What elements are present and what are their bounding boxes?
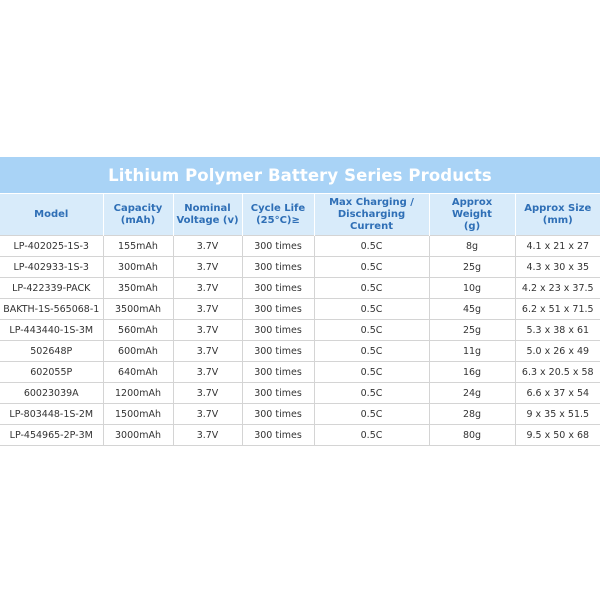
header-approx-weight-line: Approx Weight (451, 196, 493, 220)
cell-max-current: 0.5C (314, 383, 429, 404)
cell-max-current: 0.5C (314, 404, 429, 425)
cell-approx-weight: 10g (429, 278, 515, 299)
cell-approx-size: 9.5 x 50 x 68 (515, 425, 600, 446)
cell-capacity: 350mAh (103, 278, 173, 299)
cell-capacity: 1200mAh (103, 383, 173, 404)
header-cycle-life-line: Cycle Life (250, 202, 306, 214)
cell-approx-size: 4.1 x 21 x 27 (515, 236, 600, 257)
cell-nominal-voltage: 3.7V (173, 320, 242, 341)
cell-cycle-life: 300 times (242, 362, 314, 383)
header-row (0, 194, 600, 236)
cell-cycle-life: 300 times (242, 236, 314, 257)
cell-max-current: 0.5C (314, 299, 429, 320)
cell-capacity: 560mAh (103, 320, 173, 341)
cell-approx-weight: 8g (429, 236, 515, 257)
header-approx-weight (429, 194, 515, 236)
cell-approx-size: 5.3 x 38 x 61 (515, 320, 600, 341)
cell-nominal-voltage: 3.7V (173, 278, 242, 299)
cell-capacity: 3500mAh (103, 299, 173, 320)
cell-capacity: 600mAh (103, 341, 173, 362)
cell-model: LP-454965-2P-3M (0, 425, 103, 446)
cell-capacity: 155mAh (103, 236, 173, 257)
cell-max-current: 0.5C (314, 236, 429, 257)
header-approx-size (515, 194, 600, 236)
header-max-current-line: Max Charging / (329, 196, 414, 208)
cell-cycle-life: 300 times (242, 341, 314, 362)
cell-max-current: 0.5C (314, 362, 429, 383)
cell-model: 502648P (0, 341, 103, 362)
cell-approx-size: 6.3 x 20.5 x 58 (515, 362, 600, 383)
cell-approx-size: 9 x 35 x 51.5 (515, 404, 600, 425)
table-row (0, 425, 600, 446)
table-body (0, 236, 600, 446)
cell-capacity: 3000mAh (103, 425, 173, 446)
cell-capacity: 640mAh (103, 362, 173, 383)
table-row (0, 299, 600, 320)
cell-max-current: 0.5C (314, 320, 429, 341)
header-capacity (103, 194, 173, 236)
cell-max-current: 0.5C (314, 278, 429, 299)
cell-approx-weight: 25g (429, 320, 515, 341)
header-approx-weight-line: (g) (463, 220, 481, 232)
product-table (0, 193, 600, 446)
header-cycle-life (242, 194, 314, 236)
header-nominal-voltage-line: Voltage (v) (176, 214, 239, 226)
header-max-current-line: Discharging Current (337, 208, 406, 232)
cell-model: 60023039A (0, 383, 103, 404)
cell-approx-size: 6.2 x 51 x 71.5 (515, 299, 600, 320)
cell-approx-weight: 24g (429, 383, 515, 404)
cell-nominal-voltage: 3.7V (173, 383, 242, 404)
cell-model: LP-443440-1S-3M (0, 320, 103, 341)
cell-approx-weight: 80g (429, 425, 515, 446)
cell-approx-weight: 45g (429, 299, 515, 320)
cell-max-current: 0.5C (314, 425, 429, 446)
cell-model: 602055P (0, 362, 103, 383)
cell-model: BAKTH-1S-565068-1 (0, 299, 103, 320)
header-nominal-voltage (173, 194, 242, 236)
header-model (0, 194, 103, 236)
header-capacity-line: Capacity (113, 202, 163, 214)
table-row (0, 278, 600, 299)
cell-nominal-voltage: 3.7V (173, 341, 242, 362)
cell-approx-weight: 11g (429, 341, 515, 362)
table-row (0, 320, 600, 341)
header-approx-size-line: Approx Size (524, 202, 592, 214)
cell-nominal-voltage: 3.7V (173, 362, 242, 383)
cell-approx-weight: 16g (429, 362, 515, 383)
cell-cycle-life: 300 times (242, 257, 314, 278)
table-row (0, 236, 600, 257)
table-row (0, 404, 600, 425)
cell-approx-size: 4.2 x 23 x 37.5 (515, 278, 600, 299)
table-title: Lithium Polymer Battery Series Products (0, 157, 600, 193)
cell-cycle-life: 300 times (242, 320, 314, 341)
cell-approx-size: 6.6 x 37 x 54 (515, 383, 600, 404)
cell-cycle-life: 300 times (242, 278, 314, 299)
header-approx-size-line: (mm) (542, 214, 573, 226)
cell-approx-size: 4.3 x 30 x 35 (515, 257, 600, 278)
cell-nominal-voltage: 3.7V (173, 257, 242, 278)
header-nominal-voltage-line: Nominal (184, 202, 231, 214)
header-capacity-line: (mAh) (120, 214, 156, 226)
table-row (0, 383, 600, 404)
cell-cycle-life: 300 times (242, 299, 314, 320)
cell-model: LP-803448-1S-2M (0, 404, 103, 425)
cell-capacity: 1500mAh (103, 404, 173, 425)
header-max-current (314, 194, 429, 236)
cell-model: LP-422339-PACK (0, 278, 103, 299)
table-row (0, 341, 600, 362)
table-row (0, 362, 600, 383)
header-model-line: Model (34, 208, 69, 220)
cell-max-current: 0.5C (314, 257, 429, 278)
cell-cycle-life: 300 times (242, 383, 314, 404)
cell-approx-weight: 28g (429, 404, 515, 425)
cell-cycle-life: 300 times (242, 425, 314, 446)
header-cycle-life-line: (25°C)≥ (256, 214, 300, 226)
product-table-container (0, 157, 600, 446)
cell-approx-size: 5.0 x 26 x 49 (515, 341, 600, 362)
cell-model: LP-402933-1S-3 (0, 257, 103, 278)
cell-max-current: 0.5C (314, 341, 429, 362)
cell-capacity: 300mAh (103, 257, 173, 278)
table-row (0, 257, 600, 278)
cell-approx-weight: 25g (429, 257, 515, 278)
cell-model: LP-402025-1S-3 (0, 236, 103, 257)
cell-nominal-voltage: 3.7V (173, 404, 242, 425)
cell-nominal-voltage: 3.7V (173, 425, 242, 446)
cell-cycle-life: 300 times (242, 404, 314, 425)
cell-nominal-voltage: 3.7V (173, 299, 242, 320)
cell-nominal-voltage: 3.7V (173, 236, 242, 257)
